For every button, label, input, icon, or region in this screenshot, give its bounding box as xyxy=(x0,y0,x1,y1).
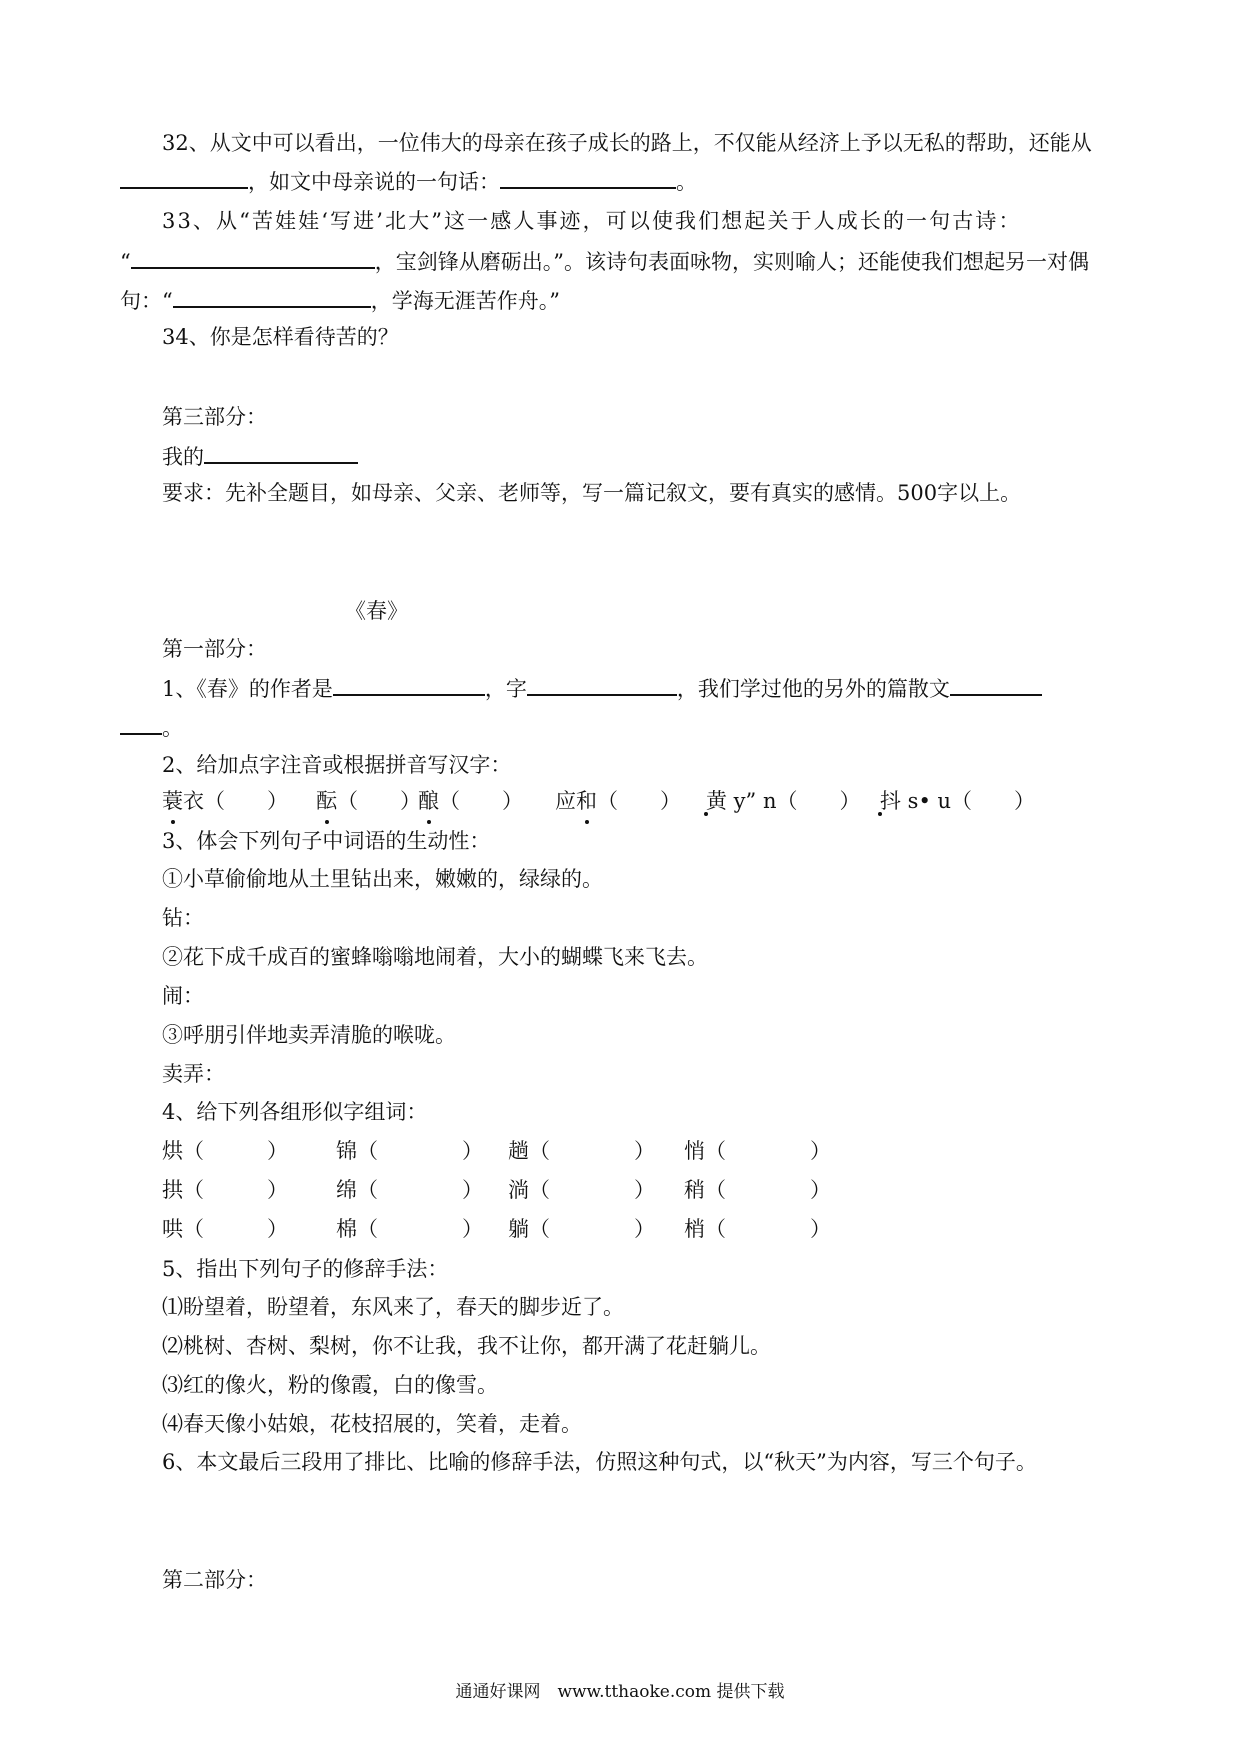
chun-q4-stem: 4、给下列各组形似字组词： xyxy=(162,1100,428,1124)
q33-text-2: ，宝剑锋从磨砺出。”。该诗句表面咏物，实则喻人；还能使我们想起另一对偶 xyxy=(374,250,1089,274)
q33-line3 xyxy=(120,284,560,316)
q4-cell: 拱（ ） xyxy=(162,1178,288,1202)
q32-line2 xyxy=(120,165,697,197)
essay-title-prefix: 我的 xyxy=(162,445,204,469)
q4-cell: 棉（ ） xyxy=(336,1217,483,1241)
section-title: 《春》 xyxy=(345,599,408,623)
chun-q6: 6、本文最后三段用了排比、比喻的修辞手法，仿照这种句式，以“秋天”为内容，写三个句子。 xyxy=(162,1450,1037,1474)
chun-q1-blank-author xyxy=(333,672,485,696)
essay-title-blank xyxy=(204,440,358,464)
q2-item: 酝（ ） xyxy=(316,786,421,816)
q4-cell: 烘（ ） xyxy=(162,1139,288,1163)
chun-q5-item: ⑷春天像小姑娘，花枝招展的，笑着，走着。 xyxy=(162,1412,582,1436)
q33-text-3a: 句：“ xyxy=(120,289,173,313)
page-footer: 通通好课网 www.tthaoke.com 提供下载 xyxy=(455,1682,785,1702)
q4-cell: 趟（ ） xyxy=(508,1139,655,1163)
chun-q1-blank-essay-cont xyxy=(120,711,162,735)
chun-q1-blank-essay xyxy=(950,672,1042,696)
q34-line xyxy=(162,322,399,352)
q4-cell: 梢（ ） xyxy=(684,1217,831,1241)
q4-cell: 躺（ ） xyxy=(508,1217,655,1241)
chun-q1-line2 xyxy=(120,711,183,743)
q2-item: 应和（ ） xyxy=(555,786,681,816)
q32-text: 32、从文中可以看出，一位伟大的母亲在孩子成长的路上，不仅能从经济上予以无私的帮助，还能从 xyxy=(162,131,1092,155)
q4-cell: 悄（ ） xyxy=(684,1139,831,1163)
q4-cell: 淌（ ） xyxy=(508,1178,655,1202)
chun-part1-heading: 第一部分： xyxy=(162,637,267,661)
q33-text: 33、从“苦娃娃‘写进’北大”这一感人事迹，可以使我们想起关于人成长的一句古诗： xyxy=(162,209,1022,233)
chun-q1-line1 xyxy=(162,672,1042,704)
q32-line1 xyxy=(162,128,1092,158)
chun-q5-stem: 5、指出下列句子的修辞手法： xyxy=(162,1257,449,1281)
chun-q1-text-d: 。 xyxy=(162,716,183,740)
chun-q1-text-b: ，字 xyxy=(484,677,527,701)
q4-cell: 哄（ ） xyxy=(162,1217,288,1241)
essay-requirement: 要求：先补全题目，如母亲、父亲、老师等，写一篇记叙文，要有真实的感情。500字以上。 xyxy=(162,481,1022,505)
q33-line1 xyxy=(162,206,1022,236)
q2-item: 黄 y” n（ ） xyxy=(706,789,861,813)
chun-q1-blank-zi xyxy=(527,672,677,696)
chun-q3-sentence-1: ①小草偷偷地从土里钻出来，嫩嫩的，绿绿的。 xyxy=(162,867,603,891)
chun-q5-item: ⑴盼望着，盼望着，东风来了，春天的脚步近了。 xyxy=(162,1295,624,1319)
q32-blank-1 xyxy=(120,165,248,189)
q33-blank-1 xyxy=(131,245,375,269)
chun-q3-stem: 3、体会下列句子中词语的生动性： xyxy=(162,829,491,853)
q2-item: 抖 s• u（ ） xyxy=(880,789,1036,813)
chun-q5-item: ⑵桃树、杏树、梨树，你不让我，我不让你，都开满了花赶躺儿。 xyxy=(162,1334,771,1358)
chun-q3-sentence-3: ③呼朋引伴地卖弄清脆的喉咙。 xyxy=(162,1023,456,1047)
q32-text-2: ，如文中母亲说的一句话： xyxy=(248,170,500,194)
q33-blank-2 xyxy=(173,284,371,308)
chun-q3-word-3: 卖弄： xyxy=(162,1062,225,1086)
q4-cell: 绵（ ） xyxy=(336,1178,483,1202)
q34-text: 34、你是怎样看待苦的？ xyxy=(162,325,399,349)
chun-q3-sentence-2: ②花下成千成百的蜜蜂嗡嗡地闹着，大小的蝴蝶飞来飞去。 xyxy=(162,945,708,969)
q32-blank-2 xyxy=(500,165,676,189)
chun-q3-word-2: 闹： xyxy=(162,984,204,1008)
chun-q3-word-1: 钻： xyxy=(162,906,204,930)
q4-cell: 稍（ ） xyxy=(684,1178,831,1202)
q33-open-quote: “ xyxy=(120,250,131,274)
chun-q1-text-c: ，我们学过他的另外的篇散文 xyxy=(676,677,950,701)
q2-item: 酿（ ） xyxy=(418,786,523,816)
chun-q5-item: ⑶红的像火，粉的像霞，白的像雪。 xyxy=(162,1373,498,1397)
q33-text-3b: ，学海无涯苦作舟。” xyxy=(370,289,560,313)
q2-item: 蓑衣（ ） xyxy=(162,786,288,816)
chun-q2-stem: 2、给加点字注音或根据拼音写汉字： xyxy=(162,753,512,777)
q4-cell: 锦（ ） xyxy=(336,1139,483,1163)
chun-part2-heading: 第二部分： xyxy=(162,1568,267,1592)
chun-q1-text-a: 1、《春》的作者是 xyxy=(162,677,333,701)
q33-line2 xyxy=(120,245,1089,277)
part3-heading: 第三部分： xyxy=(162,405,267,429)
essay-title-line xyxy=(162,440,358,472)
q32-text-3: 。 xyxy=(676,170,697,194)
